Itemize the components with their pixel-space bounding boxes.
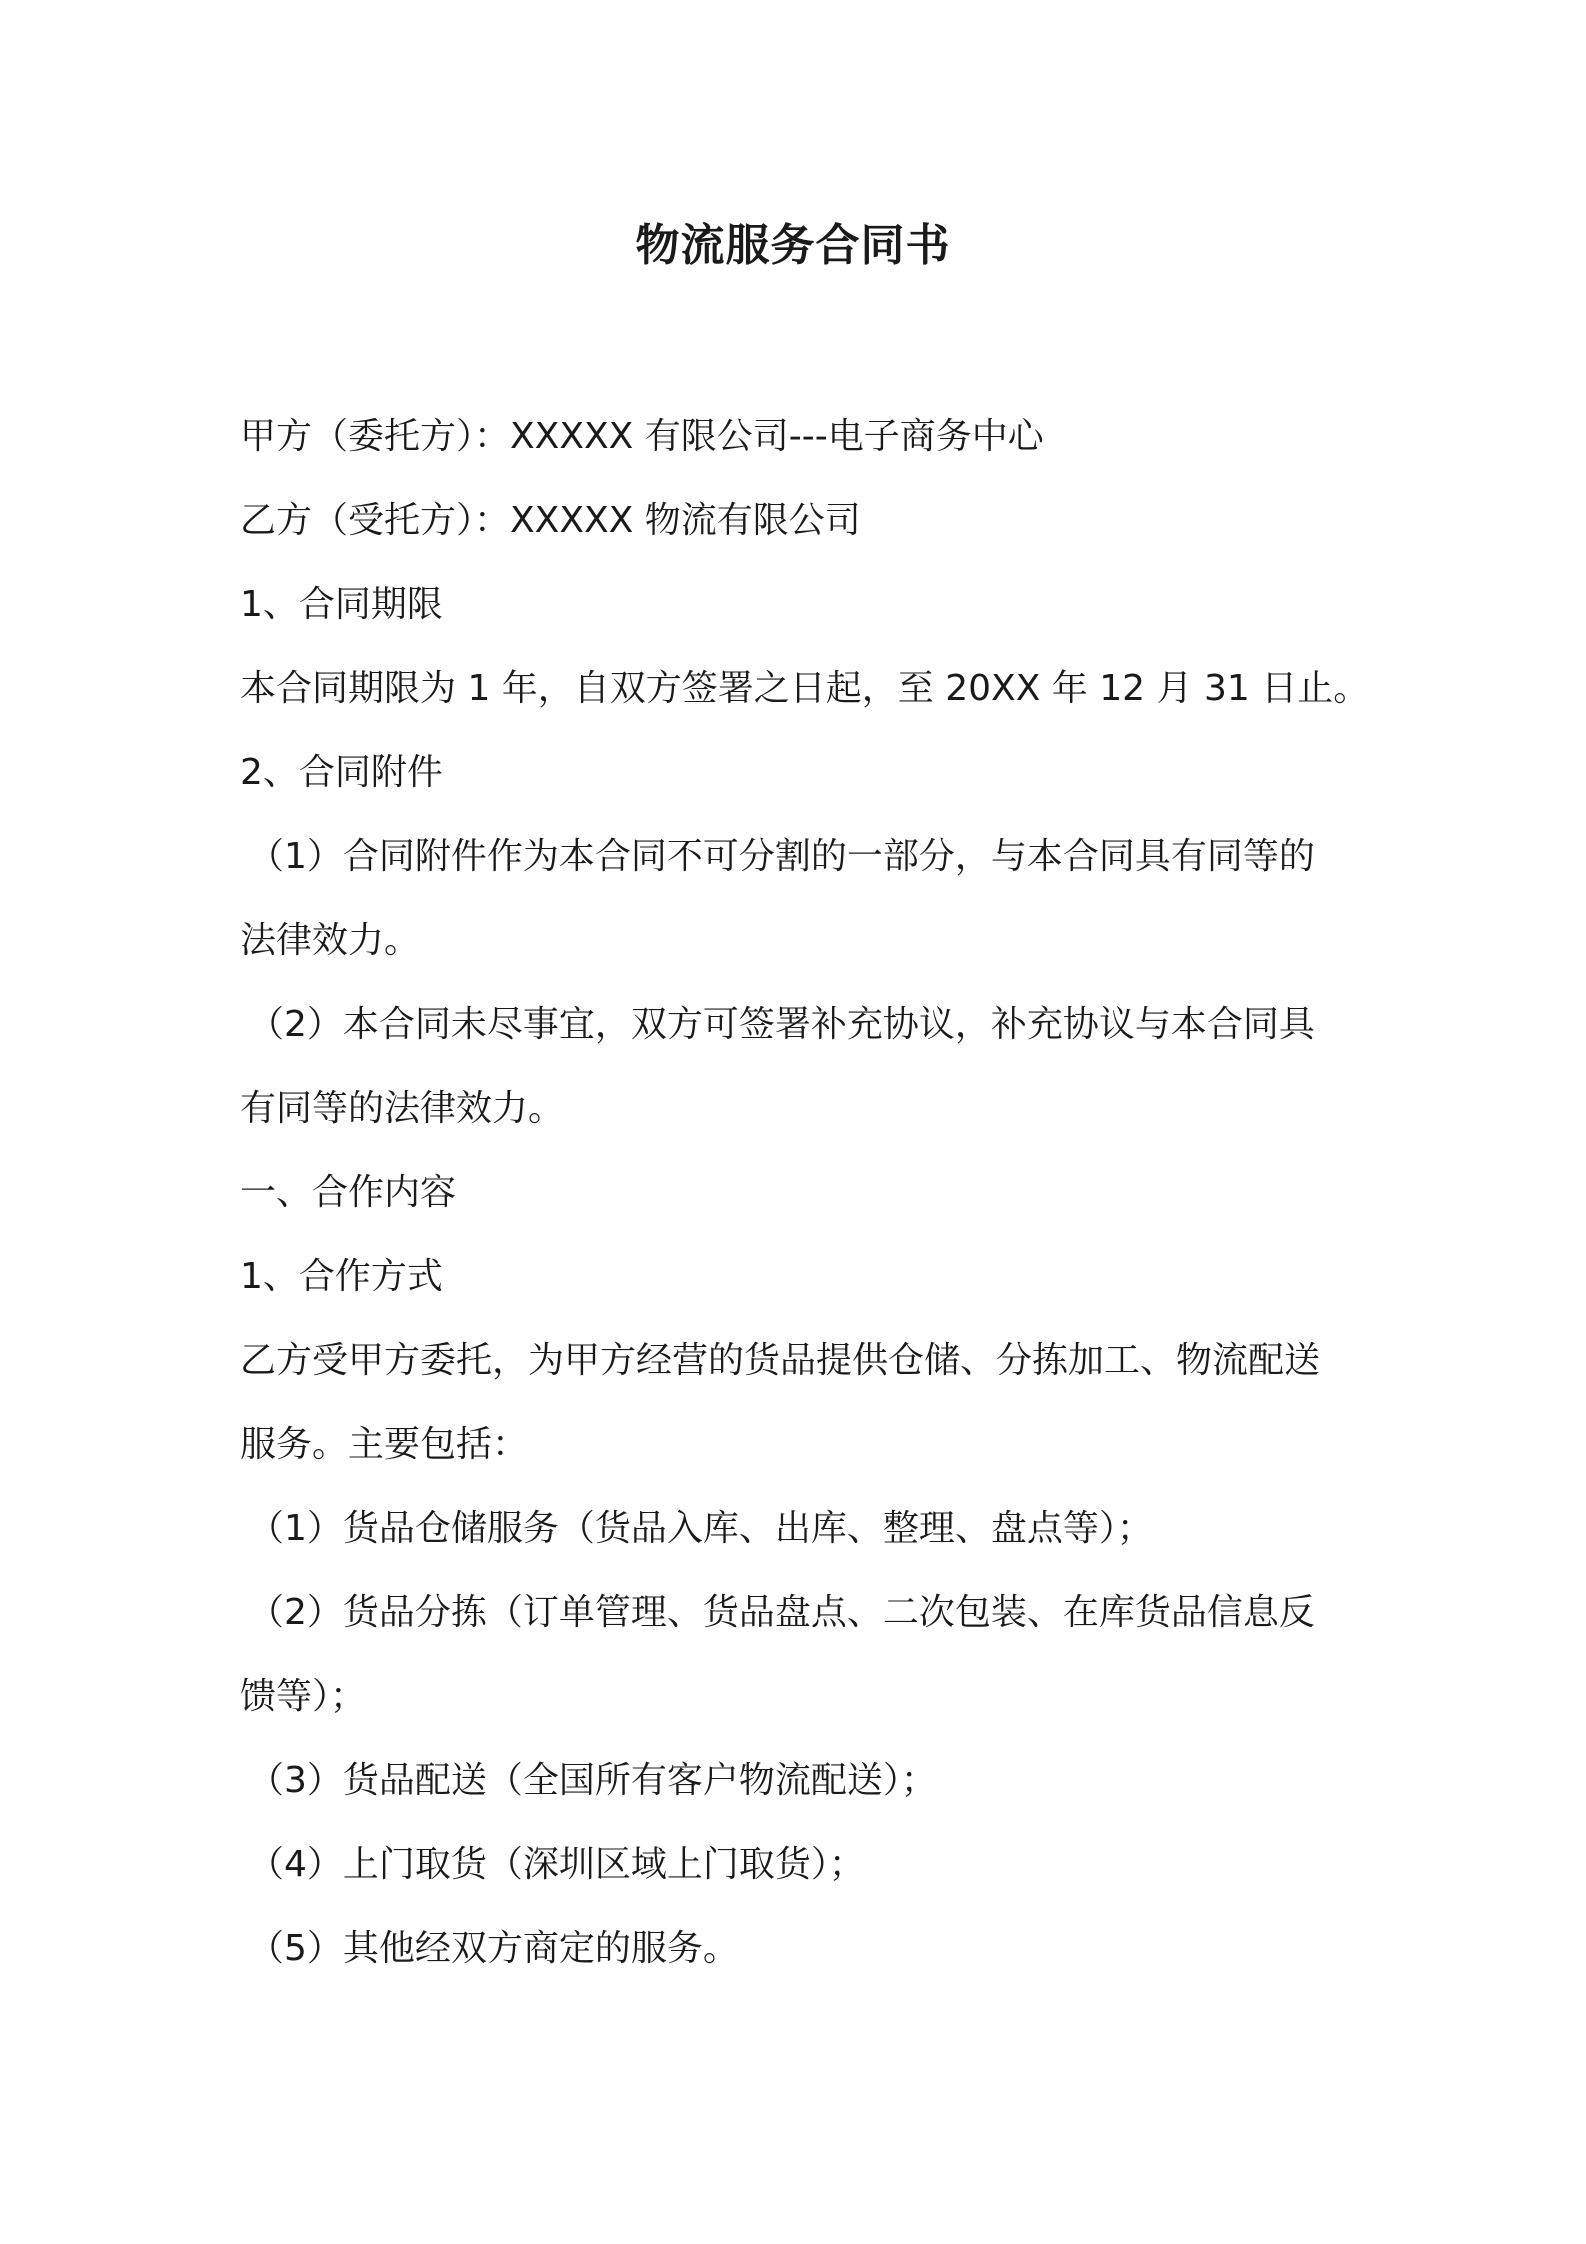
party-a-line: 甲方（委托方）：XXXXX 有限公司---电子商务中心 bbox=[240, 416, 1044, 457]
section-heading-term: 1、合同期限 bbox=[240, 584, 443, 625]
paragraph-line: 乙方受甲方委托，为甲方经营的货品提供仓储、分拣加工、物流配送 bbox=[240, 1340, 1321, 1381]
list-item: （2）货品分拣（订单管理、货品盘点、二次包装、在库货品信息反 bbox=[248, 1592, 1315, 1633]
section-heading-attachment: 2、合同附件 bbox=[240, 752, 443, 793]
list-item: （5）其他经双方商定的服务。 bbox=[248, 1928, 739, 1969]
paragraph-line: （1）合同附件作为本合同不可分割的一部分，与本合同具有同等的 bbox=[248, 836, 1315, 877]
document-title: 物流服务合同书 bbox=[635, 220, 951, 271]
list-item: （1）货品仓储服务（货品入库、出库、整理、盘点等）； bbox=[248, 1508, 1153, 1549]
paragraph-line: （2）本合同未尽事宜，双方可签署补充协议，补充协议与本合同具 bbox=[248, 1004, 1315, 1045]
paragraph-line: 法律效力。 bbox=[240, 920, 421, 961]
section-heading-method: 1、合作方式 bbox=[240, 1256, 443, 1297]
list-item: （3）货品配送（全国所有客户物流配送）； bbox=[248, 1760, 937, 1801]
party-b-line: 乙方（受托方）：XXXXX 物流有限公司 bbox=[240, 500, 861, 541]
list-item: （4）上门取货（深圳区域上门取货）； bbox=[248, 1844, 865, 1885]
paragraph-line: 服务。主要包括： bbox=[240, 1424, 529, 1465]
list-item-continued: 馈等）； bbox=[240, 1676, 367, 1717]
paragraph-line: 有同等的法律效力。 bbox=[240, 1088, 565, 1129]
chapter-heading-cooperation: 一、合作内容 bbox=[240, 1172, 457, 1213]
paragraph-line: 本合同期限为 1 年，自双方签署之日起，至 20XX 年 12 月 31 日止。 bbox=[240, 668, 1370, 709]
